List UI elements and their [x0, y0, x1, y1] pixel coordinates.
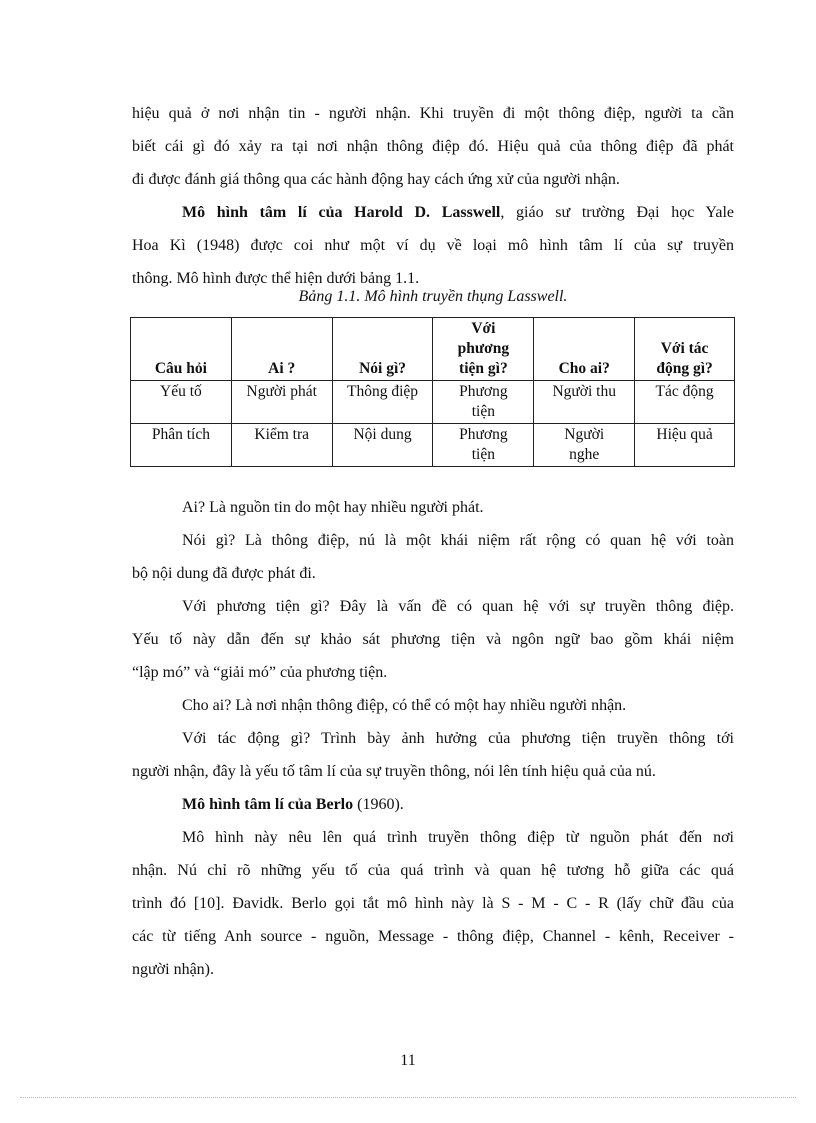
paragraph-channel: [132, 590, 734, 689]
cell-text: Phương: [459, 426, 508, 443]
text-line: Yếu tố này dẫn đến sự khảo sát phương tiện và ngôn ngữ bao gồm khái niệm: [132, 631, 734, 648]
cell-text: Phân tích: [151, 426, 210, 443]
paragraph-whom: [132, 689, 734, 722]
table-row: [131, 381, 735, 424]
cell-text: phương: [457, 340, 510, 357]
text-line: Ai? Là nguồn tin do một hay nhiều người phát.: [182, 499, 484, 516]
table-header-cell: [131, 318, 232, 381]
cell-text: Thông điệp: [347, 383, 419, 400]
text-line: người nhận).: [132, 961, 215, 978]
paragraph-lasswell: [132, 196, 734, 295]
text-line: đi được đánh giá thông qua các hành động hay cách ứng xử của người nhận.: [132, 171, 620, 188]
cell-text: Phương: [459, 383, 508, 400]
table-cell: [231, 381, 332, 424]
cell-text: Hiệu quả: [656, 426, 713, 443]
paragraph-effect: [132, 722, 734, 788]
text-line: biết cái gì đó xảy ra tại nơi nhận thông điệp đó. Hiệu quả của thông điệp đã phát: [132, 138, 734, 155]
table-cell: [332, 424, 433, 467]
cell-text: Nội dung: [353, 426, 412, 443]
cell-text: động gì?: [656, 360, 713, 377]
table-header-cell: [534, 318, 635, 381]
table-cell: [635, 424, 735, 467]
cell-text: Tác động: [655, 383, 714, 400]
cell-text: tiện gì?: [459, 360, 508, 377]
cell-text: Với tác: [660, 340, 709, 357]
cell-text: Với: [471, 320, 496, 337]
lasswell-model-table: [130, 317, 735, 467]
table-cell: [534, 381, 635, 424]
paragraph-who: [132, 491, 734, 524]
table-cell: [433, 381, 534, 424]
cell-text: Cho ai?: [558, 360, 610, 377]
lasswell-line-rest: , giáo sư trường Đại học Yale: [500, 204, 735, 221]
cell-text: Người phát: [246, 383, 317, 400]
table-cell: [635, 381, 735, 424]
text-line: thông. Mô hình được thể hiện dưới bảng 1.1.: [132, 270, 420, 287]
table-cell: [332, 381, 433, 424]
table-cell: [131, 381, 232, 424]
text-line: các từ tiếng Anh source - nguồn, Message - thông điệp, Channel - kênh, Receiver -: [132, 928, 734, 945]
footer-divider: [20, 1097, 796, 1098]
text-line: nhận. Nú chỉ rõ những yếu tố của quá trình và quan hệ tương hỗ giữa các quá: [132, 862, 734, 879]
paragraph-berlo-heading: [132, 788, 734, 821]
table-row: [131, 424, 735, 467]
page-number: 11: [400, 1052, 416, 1069]
text-line: bộ nội dung đã được phát đi.: [132, 565, 316, 582]
cell-text: Nói gì?: [359, 360, 406, 377]
text-line: Hoa Kì (1948) được coi như một ví dụ về loại mô hình tâm lí của sự truyền: [132, 237, 734, 254]
cell-text: tiện: [471, 403, 495, 420]
text-line: hiệu quả ở nơi nhận tin - người nhận. Khi truyền đi một thông điệp, người ta cần: [132, 105, 734, 122]
cell-text: Người thu: [552, 383, 616, 400]
table-cell: [534, 424, 635, 467]
text-line: người nhận, đây là yếu tố tâm lí của sự truyền thông, nói lên tính hiệu quả của nú.: [132, 763, 656, 780]
table-header-row: [131, 318, 735, 381]
table-header-cell: [635, 318, 735, 381]
text-line: Với tác động gì? Trình bày ảnh hưởng của phương tiện truyền thông tới: [182, 730, 734, 747]
cell-text: Người: [564, 426, 605, 443]
text-line: trình đó [10]. Đavidk. Berlo gọi tắt mô hình này là S - M - C - R (lấy chữ đầu của: [132, 895, 734, 912]
table-cell: [131, 424, 232, 467]
table-cell: [433, 424, 534, 467]
text-line: Nói gì? Là thông điệp, nú là một khái niệm rất rộng có quan hệ với toàn: [182, 532, 734, 549]
table-header-cell: [433, 318, 534, 381]
cell-text: Kiểm tra: [254, 426, 310, 443]
table-header-cell: [231, 318, 332, 381]
table-cell: [231, 424, 332, 467]
lasswell-heading: Mô hình tâm lí của Harold D. Lasswell: [182, 204, 501, 221]
table-header-cell: [332, 318, 433, 381]
text-line: Mô hình này nêu lên quá trình truyền thông điệp từ nguồn phát đến nơi: [182, 829, 734, 846]
text-line: “lập mó” và “giải mó” của phương tiện.: [132, 664, 388, 681]
paragraph-effect-intro: [132, 97, 734, 196]
paragraph-what: [132, 524, 734, 590]
table-caption: Bảng 1.1. Mô hình truyền thụng Lasswell.: [298, 288, 568, 305]
cell-text: tiện: [471, 446, 495, 463]
berlo-year: (1960).: [353, 796, 404, 813]
paragraph-berlo: [132, 821, 734, 986]
text-line: Cho ai? Là nơi nhận thông điệp, có thể có một hay nhiều người nhận.: [182, 697, 627, 714]
cell-text: Ai ?: [268, 360, 296, 377]
cell-text: Câu hỏi: [154, 360, 207, 377]
cell-text: nghe: [569, 446, 600, 463]
text-line: [132, 196, 734, 229]
berlo-heading: Mô hình tâm lí của Berlo: [182, 796, 354, 813]
cell-text: Yếu tố: [160, 383, 202, 400]
text-line: Với phương tiện gì? Đây là vấn đề có quan hệ với sự truyền thông điệp.: [182, 598, 734, 615]
